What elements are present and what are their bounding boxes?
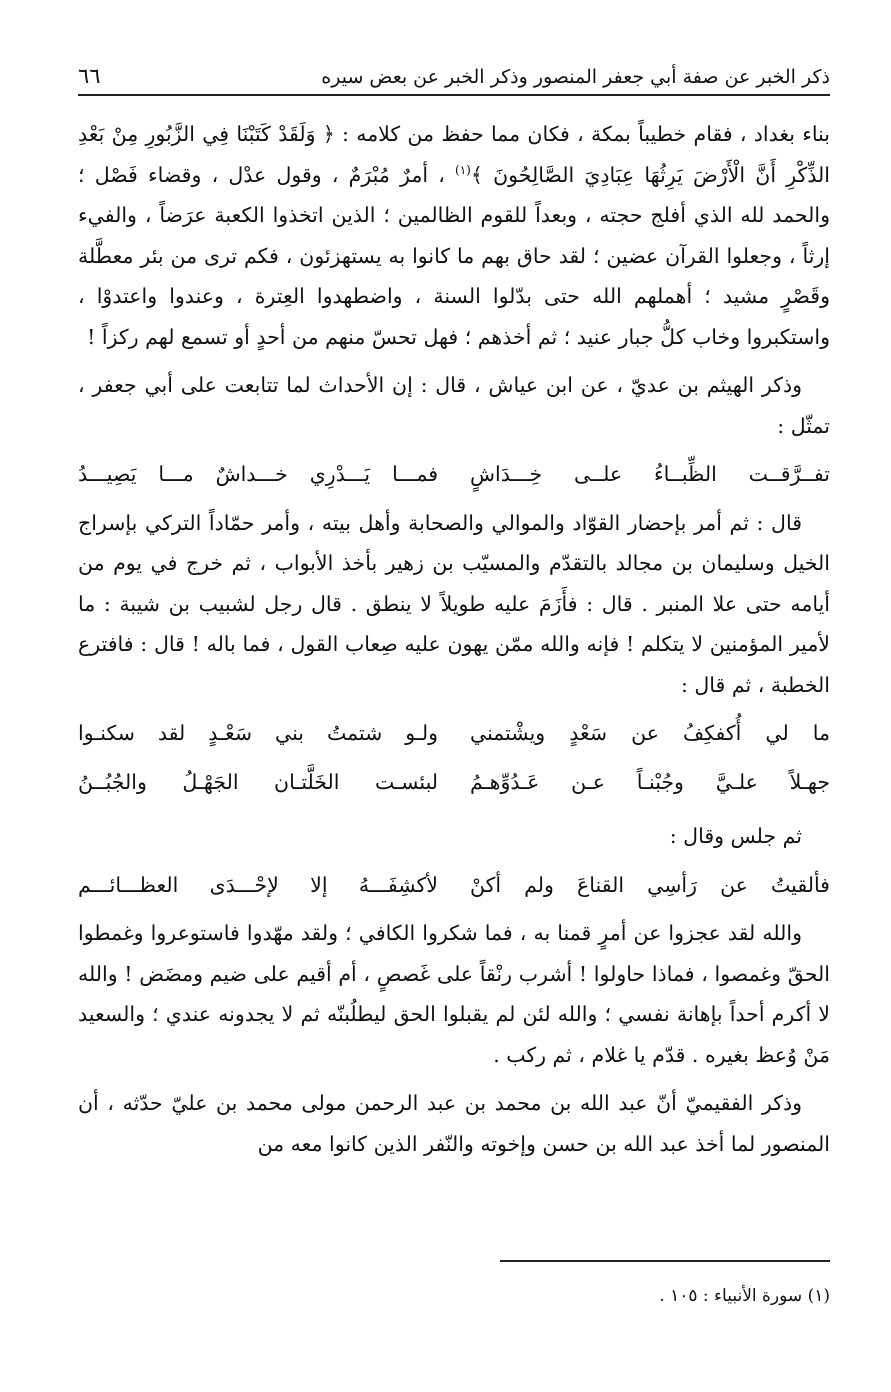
page-body [78, 114, 830, 1164]
paragraph-1-text: بناء بغداد ، فقام خطيباً بمكة ، فكان مما حفظ من كلامه : ﴿ وَلَقَدْ كَتَبْنَا فِي الزَّبُورِ مِنْ بَعْدِ الذِّكْرِ أَنَّ الْأَرْضَ يَرِثُهَا عِبَادِيَ الصَّالِحُونَ ﴾ [78, 122, 830, 187]
verse-2-second-hemistich: ولـو شتمتُ بني سَعْـدٍ لقد سكنـوا [78, 721, 438, 745]
paragraph-4: ثم جلس وقال : [669, 824, 802, 848]
verse-1-first-hemistich: تفــرَّقــت الظِّبــاءُ علــى خِـــدَاشٍ [470, 462, 830, 486]
footnote-reference: (١) [455, 162, 471, 177]
verse-line-4 [78, 865, 830, 906]
paragraph-5: والله لقد عجزوا عن أمرٍ قمنا به ، فما شكروا الكافي ؛ ولقد مهّدوا فاستوعروا وغمطوا الحقّ وغمصوا ، فماذا حاولوا ! أشرب رنْقاً على غَصصٍ ، أم أقيم على ضيم ومضَض ! والله لا أكرم أحداً بإهانة نفسي ؛ والله لئن لم يقبلوا الحق ليطلُبنّه ثم لا يجدونه عندي ؛ والسعيد مَنْ وُعظ بغيره . قدّم يا غلام ، ثم ركب . [78, 921, 830, 1067]
paragraph-6: وذكر الفقيميّ أنّ عبد الله بن محمد بن عبد الرحمن مولى محمد بن عليّ حدّثه ، أن المنصور لما أخذ عبد الله بن حسن وإخوته والنّفر الذين كانوا معه من [78, 1091, 830, 1156]
footnote-text: سورة الأنبياء : ١٠٥ . [659, 1286, 803, 1306]
footnote [659, 1286, 830, 1306]
running-header [78, 64, 830, 96]
paragraph-1-continuation: ، أمرٌ مُبْرَمٌ ، وقول عدْل ، وقضاء فَصْل ؛ والحمد لله الذي أفلج حجته ، وبعداً للقوم الظالمين ؛ الذين اتخذوا الكعبة عرَضاً ، والفيء إرثاً ، وجعلوا القرآن عضين ؛ لقد حاق بهم ما كانوا به يستهزئون ، فكم ترى من بئر معطَّلة وقَصْرٍ مشيد ؛ أهملهم الله حتى بدّلوا السنة ، واضطهدوا العِترة ، وعندوا واعتدوْا ، واستكبروا وخاب كلُّ جبار عنيد ؛ ثم أخذهم ؛ فهل تحسّ منهم من أحدٍ أو تسمع لهم ركزاً ! [78, 162, 830, 349]
footnote-marker: (١) [807, 1286, 830, 1306]
verse-2-first-hemistich: ما لي أُكفكِفُ عن سَعْدٍ ويشْتمني [470, 721, 830, 745]
running-title: ذكر الخبر عن صفة أبي جعفر المنصور وذكر الخبر عن بعض سيره [321, 66, 830, 88]
verse-1-second-hemistich: فمـــا يَـــدْرِي خـــداشٌ مـــا يَصِيـــدُ [78, 462, 438, 486]
paragraph-2: وذكر الهيثم بن عديّ ، عن ابن عياش ، قال : إن الأحداث لما تتابعت على أبي جعفر ، تمثّل : [78, 373, 830, 438]
poem-block [78, 713, 830, 802]
verse-line-2 [78, 713, 830, 754]
verse-3-second-hemistich: لبئسـت الخَلَّتـان الجَهْـلُ والجُبُــنُ [78, 769, 438, 794]
verse-4-first-hemistich: فألقيتُ عن رَأسِي القناعَ ولم أكنْ [470, 872, 830, 897]
verse-line-1 [78, 454, 830, 495]
verse-4-second-hemistich: لأكشِفَـــهُ إلا لإحْـــدَى العظـــائـــم [78, 872, 438, 897]
verse-line-3 [78, 762, 830, 803]
page-number: ٦٦ [78, 64, 101, 88]
verse-3-first-hemistich: جهـلاً علـيَّ وجُبْنـاً عـن عَـدُوِّهـمُ [470, 769, 830, 794]
book-page [78, 64, 830, 1306]
paragraph-1 [78, 114, 830, 357]
paragraph-3: قال : ثم أمر بإحضار القوّاد والموالي والصحابة وأهل بيته ، وأمر حمّاداً التركي بإسراج الخيل وسليمان بن مجالد بالتقدّم والمسيّب بن زهير بأخذ الأبواب ، ثم خرج في يوم من أيامه حتى علا المنبر . قال : فأَزَمَ عليه طويلاً لا ينطق . قال رجل لشبيب بن شيبة : ما لأمير المؤمنين لا يتكلم ! فإنه والله ممّن يهون عليه صِعاب القول ، فما باله ! قال : فافترع الخطبة ، ثم قال : [78, 510, 830, 697]
footnote-divider [500, 1260, 830, 1262]
